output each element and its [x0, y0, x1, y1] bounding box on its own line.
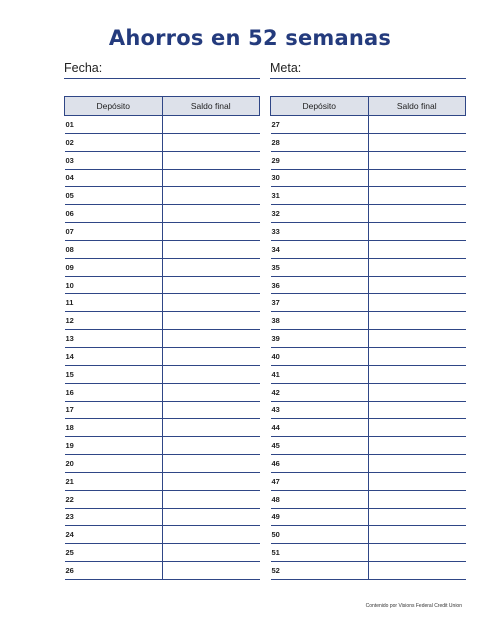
- table-row: [65, 419, 260, 437]
- table-row: [65, 258, 260, 276]
- table-row: [271, 472, 466, 490]
- balance-cell[interactable]: [368, 169, 466, 187]
- balance-cell[interactable]: [368, 240, 466, 258]
- balance-cell[interactable]: [368, 116, 466, 134]
- deposit-cell[interactable]: 50: [271, 526, 369, 544]
- table-row: [65, 294, 260, 312]
- table-row: [65, 508, 260, 526]
- deposit-cell[interactable]: 05: [65, 187, 163, 205]
- deposit-cell[interactable]: 36: [271, 276, 369, 294]
- balance-cell[interactable]: [162, 455, 260, 473]
- deposit-cell[interactable]: 48: [271, 490, 369, 508]
- table-row: [271, 544, 466, 562]
- table-row: [65, 526, 260, 544]
- balance-cell[interactable]: [368, 276, 466, 294]
- deposit-cell[interactable]: 17: [65, 401, 163, 419]
- deposit-cell[interactable]: 40: [271, 347, 369, 365]
- deposit-cell[interactable]: 24: [65, 526, 163, 544]
- table-row: [65, 133, 260, 151]
- deposit-cell[interactable]: 04: [65, 169, 163, 187]
- table-row: [271, 133, 466, 151]
- balance-cell[interactable]: [162, 365, 260, 383]
- deposit-cell[interactable]: 47: [271, 472, 369, 490]
- table-row: [271, 294, 466, 312]
- table-row: [271, 116, 466, 134]
- balance-cell[interactable]: [162, 526, 260, 544]
- balance-cell[interactable]: [162, 383, 260, 401]
- deposit-cell[interactable]: 31: [271, 187, 369, 205]
- deposit-cell[interactable]: 07: [65, 223, 163, 241]
- savings-table-left: [64, 96, 260, 580]
- table-row: [271, 490, 466, 508]
- balance-cell[interactable]: [368, 419, 466, 437]
- table-row: [65, 223, 260, 241]
- balance-cell[interactable]: [162, 544, 260, 562]
- deposit-cell[interactable]: 18: [65, 419, 163, 437]
- deposit-cell[interactable]: 27: [271, 116, 369, 134]
- balance-cell[interactable]: [368, 294, 466, 312]
- table-row: [65, 544, 260, 562]
- table-row: [65, 383, 260, 401]
- balance-cell[interactable]: [162, 347, 260, 365]
- table-row: [65, 205, 260, 223]
- balance-cell[interactable]: [368, 437, 466, 455]
- footer-credit: Contenido por Visions Federal Credit Union: [365, 603, 462, 609]
- table-row: [65, 330, 260, 348]
- balance-cell[interactable]: [162, 401, 260, 419]
- table-row: [271, 419, 466, 437]
- deposit-cell[interactable]: 13: [65, 330, 163, 348]
- date-field[interactable]: [64, 60, 260, 79]
- deposit-cell[interactable]: 33: [271, 223, 369, 241]
- balance-cell[interactable]: [368, 526, 466, 544]
- table-row: [65, 562, 260, 580]
- table-row: [271, 312, 466, 330]
- deposit-cell[interactable]: 42: [271, 383, 369, 401]
- table-row: [271, 383, 466, 401]
- table-row: [271, 169, 466, 187]
- deposit-cell[interactable]: 49: [271, 508, 369, 526]
- deposit-cell[interactable]: 35: [271, 258, 369, 276]
- balance-cell[interactable]: [368, 205, 466, 223]
- page-title: Ahorros en 52 semanas: [108, 26, 392, 50]
- deposit-cell[interactable]: 10: [65, 276, 163, 294]
- deposit-cell[interactable]: 32: [271, 205, 369, 223]
- table-row: [65, 347, 260, 365]
- table-body-right: [271, 116, 466, 580]
- table-row: [271, 187, 466, 205]
- balance-cell[interactable]: [162, 330, 260, 348]
- deposit-cell[interactable]: 22: [65, 490, 163, 508]
- deposit-cell[interactable]: 20: [65, 455, 163, 473]
- deposit-cell[interactable]: 06: [65, 205, 163, 223]
- deposit-cell[interactable]: 01: [65, 116, 163, 134]
- table-row: [271, 347, 466, 365]
- balance-cell[interactable]: [162, 258, 260, 276]
- balance-cell[interactable]: [162, 419, 260, 437]
- deposit-cell[interactable]: 16: [65, 383, 163, 401]
- deposit-cell[interactable]: 29: [271, 151, 369, 169]
- table-row: [65, 401, 260, 419]
- table-row: [271, 562, 466, 580]
- table-row: [65, 490, 260, 508]
- balance-cell[interactable]: [368, 223, 466, 241]
- balance-cell[interactable]: [162, 294, 260, 312]
- balance-cell[interactable]: [162, 133, 260, 151]
- table-row: [65, 437, 260, 455]
- balance-cell[interactable]: [162, 437, 260, 455]
- balance-header: Saldo final: [368, 97, 466, 116]
- deposit-cell[interactable]: 21: [65, 472, 163, 490]
- balance-cell[interactable]: [368, 544, 466, 562]
- deposit-cell[interactable]: 39: [271, 330, 369, 348]
- balance-cell[interactable]: [162, 205, 260, 223]
- balance-cell[interactable]: [368, 151, 466, 169]
- table-row: [65, 455, 260, 473]
- balance-cell[interactable]: [162, 472, 260, 490]
- goal-label: Meta:: [270, 61, 302, 75]
- deposit-cell[interactable]: 23: [65, 508, 163, 526]
- balance-cell[interactable]: [162, 312, 260, 330]
- deposit-cell[interactable]: 37: [271, 294, 369, 312]
- deposit-cell[interactable]: 09: [65, 258, 163, 276]
- deposit-cell[interactable]: 38: [271, 312, 369, 330]
- deposit-cell[interactable]: 08: [65, 240, 163, 258]
- table-row: [271, 223, 466, 241]
- balance-cell[interactable]: [368, 187, 466, 205]
- balance-cell[interactable]: [162, 187, 260, 205]
- balance-cell[interactable]: [368, 258, 466, 276]
- table-row: [65, 151, 260, 169]
- table-row: [65, 187, 260, 205]
- deposit-cell[interactable]: 52: [271, 562, 369, 580]
- date-label: Fecha:: [64, 61, 103, 75]
- deposit-cell[interactable]: 19: [65, 437, 163, 455]
- deposit-cell[interactable]: 30: [271, 169, 369, 187]
- table-row: [65, 169, 260, 187]
- balance-cell[interactable]: [368, 347, 466, 365]
- balance-cell[interactable]: [162, 240, 260, 258]
- balance-cell[interactable]: [162, 276, 260, 294]
- balance-cell[interactable]: [162, 223, 260, 241]
- table-row: [271, 508, 466, 526]
- table-row: [65, 116, 260, 134]
- table-row: [271, 258, 466, 276]
- balance-cell[interactable]: [368, 383, 466, 401]
- table-body-left: [65, 116, 260, 580]
- balance-cell[interactable]: [368, 562, 466, 580]
- goal-field[interactable]: [270, 60, 466, 79]
- savings-table-right: [270, 96, 466, 580]
- balance-cell[interactable]: [162, 508, 260, 526]
- table-row: [271, 205, 466, 223]
- deposit-cell[interactable]: 12: [65, 312, 163, 330]
- table-row: [271, 330, 466, 348]
- deposit-header: Depósito: [271, 97, 369, 116]
- table-row: [65, 312, 260, 330]
- balance-cell[interactable]: [162, 116, 260, 134]
- deposit-cell[interactable]: 26: [65, 562, 163, 580]
- deposit-cell[interactable]: 41: [271, 365, 369, 383]
- table-row: [271, 365, 466, 383]
- deposit-cell[interactable]: 11: [65, 294, 163, 312]
- balance-cell[interactable]: [368, 133, 466, 151]
- table-row: [271, 240, 466, 258]
- deposit-cell[interactable]: 28: [271, 133, 369, 151]
- balance-cell[interactable]: [368, 455, 466, 473]
- deposit-cell[interactable]: 25: [65, 544, 163, 562]
- deposit-cell[interactable]: 15: [65, 365, 163, 383]
- deposit-cell[interactable]: 51: [271, 544, 369, 562]
- balance-cell[interactable]: [162, 151, 260, 169]
- balance-cell[interactable]: [368, 490, 466, 508]
- balance-cell[interactable]: [368, 508, 466, 526]
- deposit-cell[interactable]: 34: [271, 240, 369, 258]
- deposit-cell[interactable]: 46: [271, 455, 369, 473]
- table-row: [271, 401, 466, 419]
- balance-cell[interactable]: [162, 169, 260, 187]
- balance-cell[interactable]: [162, 562, 260, 580]
- deposit-cell[interactable]: 43: [271, 401, 369, 419]
- table-row: [65, 365, 260, 383]
- table-row: [271, 526, 466, 544]
- table-row: [271, 276, 466, 294]
- deposit-cell[interactable]: 44: [271, 419, 369, 437]
- table-row: [65, 472, 260, 490]
- table-row: [271, 455, 466, 473]
- balance-cell[interactable]: [368, 330, 466, 348]
- deposit-header: Depósito: [65, 97, 163, 116]
- table-row: [271, 437, 466, 455]
- table-row: [271, 151, 466, 169]
- deposit-cell[interactable]: 45: [271, 437, 369, 455]
- deposit-cell[interactable]: 03: [65, 151, 163, 169]
- balance-cell[interactable]: [368, 472, 466, 490]
- deposit-cell[interactable]: 14: [65, 347, 163, 365]
- balance-cell[interactable]: [162, 490, 260, 508]
- balance-cell[interactable]: [368, 365, 466, 383]
- deposit-cell[interactable]: 02: [65, 133, 163, 151]
- table-row: [65, 240, 260, 258]
- balance-header: Saldo final: [162, 97, 260, 116]
- table-row: [65, 276, 260, 294]
- balance-cell[interactable]: [368, 401, 466, 419]
- balance-cell[interactable]: [368, 312, 466, 330]
